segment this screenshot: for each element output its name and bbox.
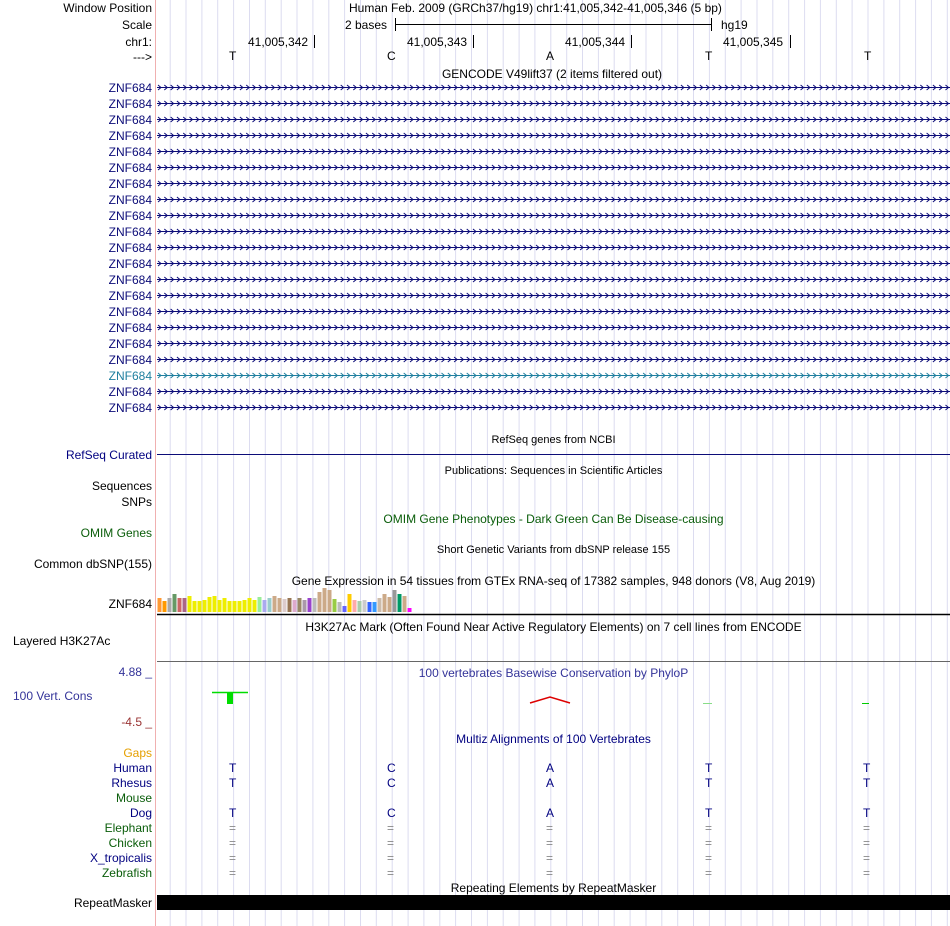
gtex-tissue-bar <box>343 606 347 612</box>
position-label-4: 41,005,345 <box>723 35 784 49</box>
gtex-tissue-bar <box>388 597 392 612</box>
h3k27ac-track-title[interactable]: H3K27Ac Mark (Often Found Near Active Regulatory Elements) on 7 cell lines from ENCODE <box>305 620 802 634</box>
alignment-gap-mark: = <box>387 821 395 835</box>
gtex-tissue-bar <box>303 600 307 612</box>
alignment-gap-mark: = <box>229 821 237 835</box>
refseq-track-title[interactable]: RefSeq genes from NCBI <box>491 434 616 446</box>
gencode-gene-label[interactable]: ZNF684 <box>108 320 152 335</box>
gtex-tissue-bar <box>188 596 192 612</box>
gtex-tissue-bar <box>288 598 292 612</box>
gencode-transcript-line <box>157 181 950 186</box>
gtex-tissue-bar <box>278 598 282 612</box>
gencode-transcript-line <box>157 133 950 138</box>
phylop-min-label: -4.5 _ <box>121 715 152 729</box>
scale-label: Scale <box>121 18 152 32</box>
position-label-3: 41,005,344 <box>565 35 626 49</box>
layered-h3k27ac-label[interactable]: Layered H3K27Ac <box>13 634 111 648</box>
common-dbsnp-label[interactable]: Common dbSNP(155) <box>33 557 152 571</box>
alignment-gap-mark: = <box>705 851 713 865</box>
gtex-tissue-bar <box>183 598 187 612</box>
gtex-tissue-bar <box>293 600 297 612</box>
multiz-track-title[interactable]: Multiz Alignments of 100 Vertebrates <box>456 732 651 746</box>
gtex-tissue-bar <box>338 602 342 612</box>
alignment-gap-mark: = <box>705 866 713 880</box>
gtex-tissue-bar <box>358 601 362 612</box>
species-label-mouse[interactable]: Mouse <box>115 791 152 805</box>
gtex-tissue-bar <box>378 598 382 612</box>
gtex-tissue-bar <box>333 599 337 612</box>
gencode-gene-label[interactable]: ZNF684 <box>108 208 152 223</box>
alignment-gap-mark: = <box>229 836 237 850</box>
alignment-gap-mark: = <box>705 836 713 850</box>
species-label-human[interactable]: Human <box>113 761 152 775</box>
gtex-gene-label[interactable]: ZNF684 <box>108 597 152 611</box>
gencode-gene-label[interactable]: ZNF684 <box>108 336 152 351</box>
gencode-transcript-line <box>157 85 950 90</box>
species-label-chicken[interactable]: Chicken <box>108 836 152 850</box>
gencode-gene-label[interactable]: ZNF684 <box>108 288 152 303</box>
gencode-transcript-line <box>157 341 950 346</box>
gencode-gene-label[interactable]: ZNF684 <box>108 304 152 319</box>
gtex-track-title[interactable]: Gene Expression in 54 tissues from GTEx RNA-seq of 17382 samples, 948 donors (V8, Aug 2019) <box>291 574 816 588</box>
position-label-2: 41,005,343 <box>407 35 468 49</box>
gtex-tissue-bar <box>213 596 217 612</box>
gencode-gene-label[interactable]: ZNF684 <box>108 128 152 143</box>
gencode-transcript-line <box>157 325 950 330</box>
gencode-transcript-line <box>157 101 950 106</box>
alignment-gap-mark: = <box>863 821 871 835</box>
window-position-label: Window Position <box>63 1 152 15</box>
scale-text: 2 bases <box>345 18 388 32</box>
alignment-base: T <box>705 761 713 775</box>
alignment-base: T <box>863 806 871 820</box>
gencode-transcript-line <box>157 245 950 250</box>
alignment-base: T <box>229 761 237 775</box>
window-position-text: Human Feb. 2009 (GRCh37/hg19) chr1:41,005,342-41,005,346 (5 bp) <box>349 1 722 15</box>
gencode-gene-label[interactable]: ZNF684 <box>108 112 152 127</box>
phylop-max-label: 4.88 _ <box>118 665 152 679</box>
gencode-gene-label[interactable]: ZNF684 <box>108 80 152 95</box>
gtex-tissue-bar <box>318 592 322 612</box>
gencode-gene-label[interactable]: ZNF684 <box>108 144 152 159</box>
alignment-base: T <box>229 776 237 790</box>
species-label-rhesus[interactable]: Rhesus <box>111 776 152 790</box>
gencode-transcript-line <box>157 149 950 154</box>
repeatmasker-track-title[interactable]: Repeating Elements by RepeatMasker <box>450 881 657 895</box>
gtex-tissue-bar <box>298 598 302 612</box>
gencode-gene-label[interactable]: ZNF684 <box>108 224 152 239</box>
gtex-tissue-bar <box>208 597 212 612</box>
assembly-label: hg19 <box>721 18 748 32</box>
gencode-graphics <box>157 85 950 410</box>
alignment-gap-mark: = <box>387 851 395 865</box>
gencode-transcript-line <box>157 213 950 218</box>
gtex-tissue-bar <box>348 594 352 612</box>
gtex-tissue-bar <box>203 600 207 612</box>
gencode-transcript-line <box>157 405 950 410</box>
phylop-graphics <box>212 692 869 704</box>
strand-label: ---> <box>133 50 152 64</box>
chrom-label: chr1: <box>125 35 152 49</box>
gtex-tissue-bar <box>368 602 372 612</box>
gtex-tissue-bar <box>228 601 232 612</box>
alignment-gap-mark: = <box>387 866 395 880</box>
gencode-transcript-line <box>157 309 950 314</box>
gencode-transcript-line <box>157 293 950 298</box>
gtex-tissue-bar <box>168 598 172 612</box>
gtex-tissue-bar <box>218 600 222 612</box>
gtex-tissue-bar <box>243 600 247 612</box>
alignment-base: T <box>705 776 713 790</box>
gtex-tissue-bar <box>223 598 227 612</box>
base-grid-lines <box>170 0 947 926</box>
gtex-tissue-bar <box>373 602 377 612</box>
alignment-base: A <box>546 776 555 790</box>
gtex-tissue-bar <box>353 600 357 612</box>
gencode-gene-label[interactable]: ZNF684 <box>108 160 152 175</box>
vert-cons-label[interactable]: 100 Vert. Cons <box>13 689 93 703</box>
gencode-gene-label[interactable]: ZNF684 <box>108 272 152 287</box>
repeatmasker-label[interactable]: RepeatMasker <box>73 896 152 910</box>
gencode-gene-label[interactable]: ZNF684 <box>108 400 152 415</box>
gtex-tissue-bar <box>398 594 402 612</box>
gtex-bars <box>158 588 412 612</box>
alignment-base: A <box>546 806 555 820</box>
gtex-tissue-bar <box>363 600 367 612</box>
gtex-tissue-bar <box>323 588 327 612</box>
alignment-gap-mark: = <box>546 836 554 850</box>
gencode-transcript-line <box>157 197 950 202</box>
base-1: T <box>229 49 237 63</box>
gtex-tissue-bar <box>328 590 332 612</box>
gtex-tissue-bar <box>283 599 287 612</box>
gtex-tissue-bar <box>238 601 242 612</box>
gencode-gene-label[interactable]: ZNF684 <box>108 192 152 207</box>
gencode-gene-label[interactable]: ZNF684 <box>108 368 152 383</box>
alignment-gap-mark: = <box>546 851 554 865</box>
gtex-tissue-bar <box>253 600 257 612</box>
gencode-transcript-line <box>157 165 950 170</box>
gtex-tissue-bar <box>163 601 167 612</box>
gtex-tissue-bar <box>273 596 277 612</box>
alignment-gap-mark: = <box>863 866 871 880</box>
gtex-tissue-bar <box>233 601 237 612</box>
gaps-label[interactable]: Gaps <box>123 746 152 760</box>
alignment-gap-mark: = <box>229 866 237 880</box>
alignment-base: T <box>705 806 713 820</box>
position-label-1: 41,005,342 <box>248 35 309 49</box>
alignment-base: C <box>387 761 396 775</box>
gtex-tissue-bar <box>178 598 182 612</box>
base-5: T <box>864 49 872 63</box>
base-2: C <box>387 49 396 63</box>
species-label-zebrafish[interactable]: Zebrafish <box>101 866 152 880</box>
alignment-gap-mark: = <box>387 836 395 850</box>
publications-track-title[interactable]: Publications: Sequences in Scientific Articles <box>444 465 663 477</box>
gencode-gene-label[interactable]: ZNF684 <box>108 240 152 255</box>
gtex-tissue-bar <box>403 596 407 612</box>
alignment-base: C <box>387 776 396 790</box>
gtex-tissue-bar <box>258 597 262 612</box>
gencode-transcript-line <box>157 389 950 394</box>
gencode-gene-label[interactable]: ZNF684 <box>108 352 152 367</box>
alignment-gap-mark: = <box>705 821 713 835</box>
alignment-base: A <box>546 761 555 775</box>
gencode-gene-label[interactable]: ZNF684 <box>108 384 152 399</box>
alignment-gap-mark: = <box>229 851 237 865</box>
phylop-track-title[interactable]: 100 vertebrates Basewise Conservation by PhyloP <box>418 666 689 680</box>
alignment-base: T <box>229 806 237 820</box>
gencode-track-title[interactable]: GENCODE V49lift37 (2 items filtered out) <box>441 67 663 81</box>
alignment-gap-mark: = <box>546 866 554 880</box>
species-label-x_tropicalis[interactable]: X_tropicalis <box>89 851 152 865</box>
alignment-base: T <box>863 776 871 790</box>
gencode-transcript-line <box>157 117 950 122</box>
gtex-tissue-bar <box>158 598 162 612</box>
gencode-gene-label[interactable]: ZNF684 <box>108 176 152 191</box>
gencode-gene-label[interactable]: ZNF684 <box>108 96 152 111</box>
species-label-elephant[interactable]: Elephant <box>104 821 152 835</box>
alignment-base: T <box>863 761 871 775</box>
gencode-gene-label[interactable]: ZNF684 <box>108 256 152 271</box>
alignment-base: C <box>387 806 396 820</box>
omim-track-title[interactable]: OMIM Gene Phenotypes - Dark Green Can Be Disease-causing <box>383 512 724 526</box>
gtex-tissue-bar <box>173 594 177 612</box>
gtex-tissue-bar <box>248 598 252 612</box>
publications-snps-label[interactable]: SNPs <box>121 495 152 509</box>
gencode-transcript-line <box>157 261 950 266</box>
alignment-gap-mark: = <box>863 836 871 850</box>
gtex-tissue-bar <box>193 601 197 612</box>
gencode-transcript-line <box>157 373 950 378</box>
gtex-tissue-bar <box>263 600 267 612</box>
omim-genes-label[interactable]: OMIM Genes <box>80 526 152 540</box>
gtex-tissue-bar <box>268 598 272 612</box>
dbsnp-track-title[interactable]: Short Genetic Variants from dbSNP release 155 <box>436 544 671 556</box>
refseq-curated-label[interactable]: RefSeq Curated <box>65 448 152 462</box>
gtex-tissue-bar <box>313 598 317 612</box>
gencode-transcript-line <box>157 229 950 234</box>
repeatmasker-block <box>157 895 950 910</box>
gtex-tissue-bar <box>308 598 312 612</box>
gencode-transcript-line <box>157 357 950 362</box>
base-4: T <box>705 49 713 63</box>
gtex-tissue-bar <box>408 608 412 612</box>
alignment-gap-mark: = <box>546 821 554 835</box>
gencode-transcript-line <box>157 277 950 282</box>
species-label-dog[interactable]: Dog <box>129 806 152 820</box>
alignment-gap-mark: = <box>863 851 871 865</box>
gtex-tissue-bar <box>383 594 387 612</box>
gtex-tissue-bar <box>198 601 202 612</box>
base-3: A <box>546 49 555 63</box>
gtex-tissue-bar <box>393 590 397 612</box>
publications-sequences-label[interactable]: Sequences <box>91 479 152 493</box>
